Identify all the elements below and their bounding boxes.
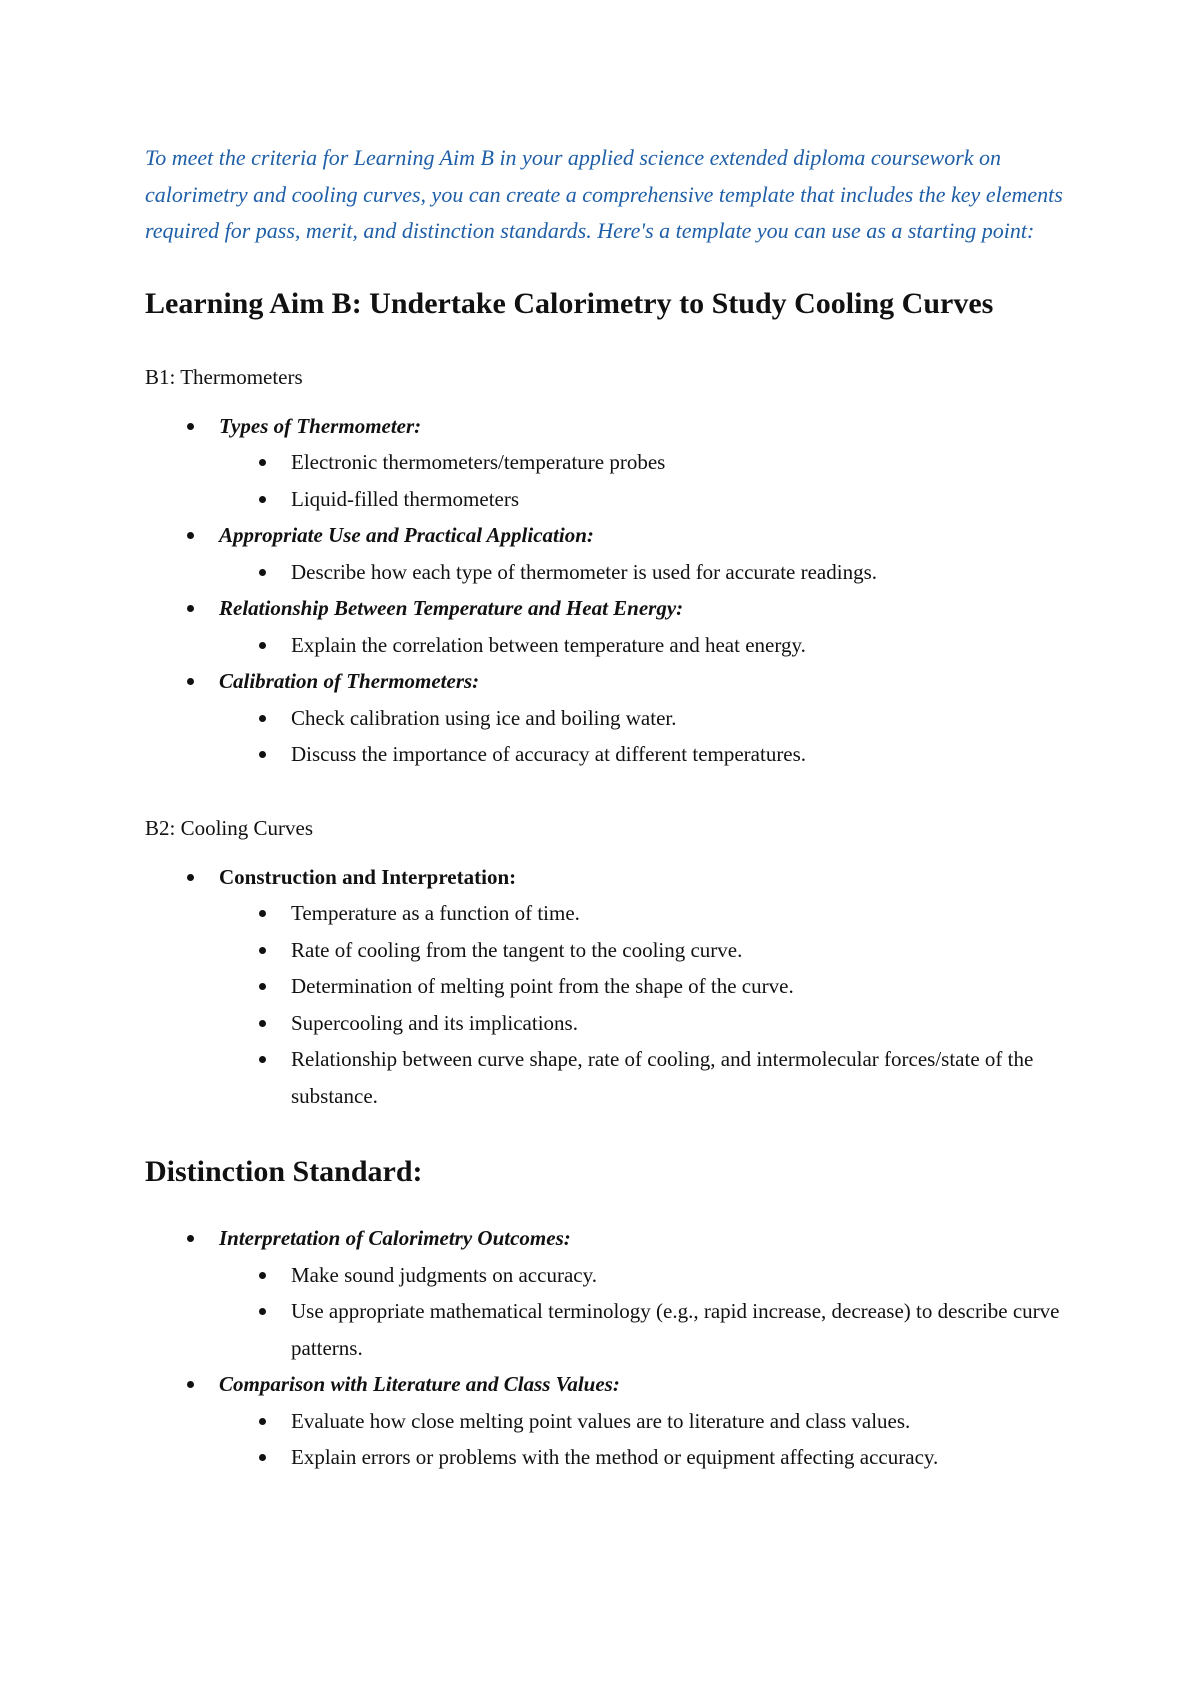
b1-sublist bbox=[219, 700, 1075, 773]
b1-subitem: Explain the correlation between temperature and heat energy. bbox=[219, 627, 1075, 664]
b1-item bbox=[145, 408, 1075, 518]
b1-subitem: Check calibration using ice and boiling water. bbox=[219, 700, 1075, 737]
distinction-subitem: Explain errors or problems with the method or equipment affecting accuracy. bbox=[219, 1439, 1075, 1476]
b1-sublist bbox=[219, 627, 1075, 664]
b2-subitem: Rate of cooling from the tangent to the cooling curve. bbox=[219, 932, 1075, 969]
distinction-item bbox=[145, 1220, 1075, 1366]
b1-subitem: Liquid-filled thermometers bbox=[219, 481, 1075, 518]
b2-subitem: Determination of melting point from the shape of the curve. bbox=[219, 968, 1075, 1005]
b1-subitem: Discuss the importance of accuracy at different temperatures. bbox=[219, 736, 1075, 773]
distinction-subitem: Evaluate how close melting point values are to literature and class values. bbox=[219, 1403, 1075, 1440]
intro-paragraph: To meet the criteria for Learning Aim B in your applied science extended diploma coursework on calorimetry and cooling curves, you can create a comprehensive template that includes the key elements required for pass, merit, and distinction standards. Here's a template you can use as a starting point: bbox=[145, 145, 1063, 243]
distinction-subitem: Make sound judgments on accuracy. bbox=[219, 1257, 1075, 1294]
section-b2-label: B2: Cooling Curves bbox=[145, 815, 314, 840]
distinction-sublist bbox=[219, 1257, 1075, 1367]
document-page bbox=[145, 140, 1075, 1476]
b1-item bbox=[145, 517, 1075, 590]
distinction-heading: Distinction Standard: bbox=[145, 1155, 423, 1188]
b2-subitem: Relationship between curve shape, rate of cooling, and intermolecular forces/state of the substance. bbox=[219, 1041, 1075, 1114]
b2-list bbox=[145, 859, 1075, 1115]
distinction-sublist bbox=[219, 1403, 1075, 1476]
b1-subitem: Electronic thermometers/temperature probes bbox=[219, 444, 1075, 481]
b2-item bbox=[145, 859, 1075, 1115]
b2-subitem: Supercooling and its implications. bbox=[219, 1005, 1075, 1042]
b1-list bbox=[145, 408, 1075, 773]
b1-item-title: Types of Thermometer: bbox=[219, 413, 422, 438]
distinction-list bbox=[145, 1220, 1075, 1476]
b2-sublist bbox=[219, 895, 1075, 1114]
b1-subitem: Describe how each type of thermometer is used for accurate readings. bbox=[219, 554, 1075, 591]
b2-subitem: Temperature as a function of time. bbox=[219, 895, 1075, 932]
b1-item-title: Relationship Between Temperature and Heat Energy: bbox=[219, 596, 684, 620]
section-b1-label: B1: Thermometers bbox=[145, 364, 303, 389]
b1-sublist bbox=[219, 444, 1075, 517]
b1-item-title: Calibration of Thermometers: bbox=[219, 669, 480, 693]
distinction-item-title: Interpretation of Calorimetry Outcomes: bbox=[219, 1226, 571, 1250]
b1-item bbox=[145, 590, 1075, 663]
distinction-subitem: Use appropriate mathematical terminology (e.g., rapid increase, decrease) to describe curve patterns. bbox=[219, 1293, 1075, 1366]
b2-item-title: Construction and Interpretation: bbox=[219, 864, 517, 889]
b1-item bbox=[145, 663, 1075, 773]
main-heading: Learning Aim B: Undertake Calorimetry to Study Cooling Curves bbox=[145, 286, 994, 320]
b1-item-title: Appropriate Use and Practical Application: bbox=[219, 523, 594, 547]
distinction-item-title: Comparison with Literature and Class Values: bbox=[219, 1372, 620, 1396]
b1-sublist bbox=[219, 554, 1075, 591]
distinction-item bbox=[145, 1366, 1075, 1476]
